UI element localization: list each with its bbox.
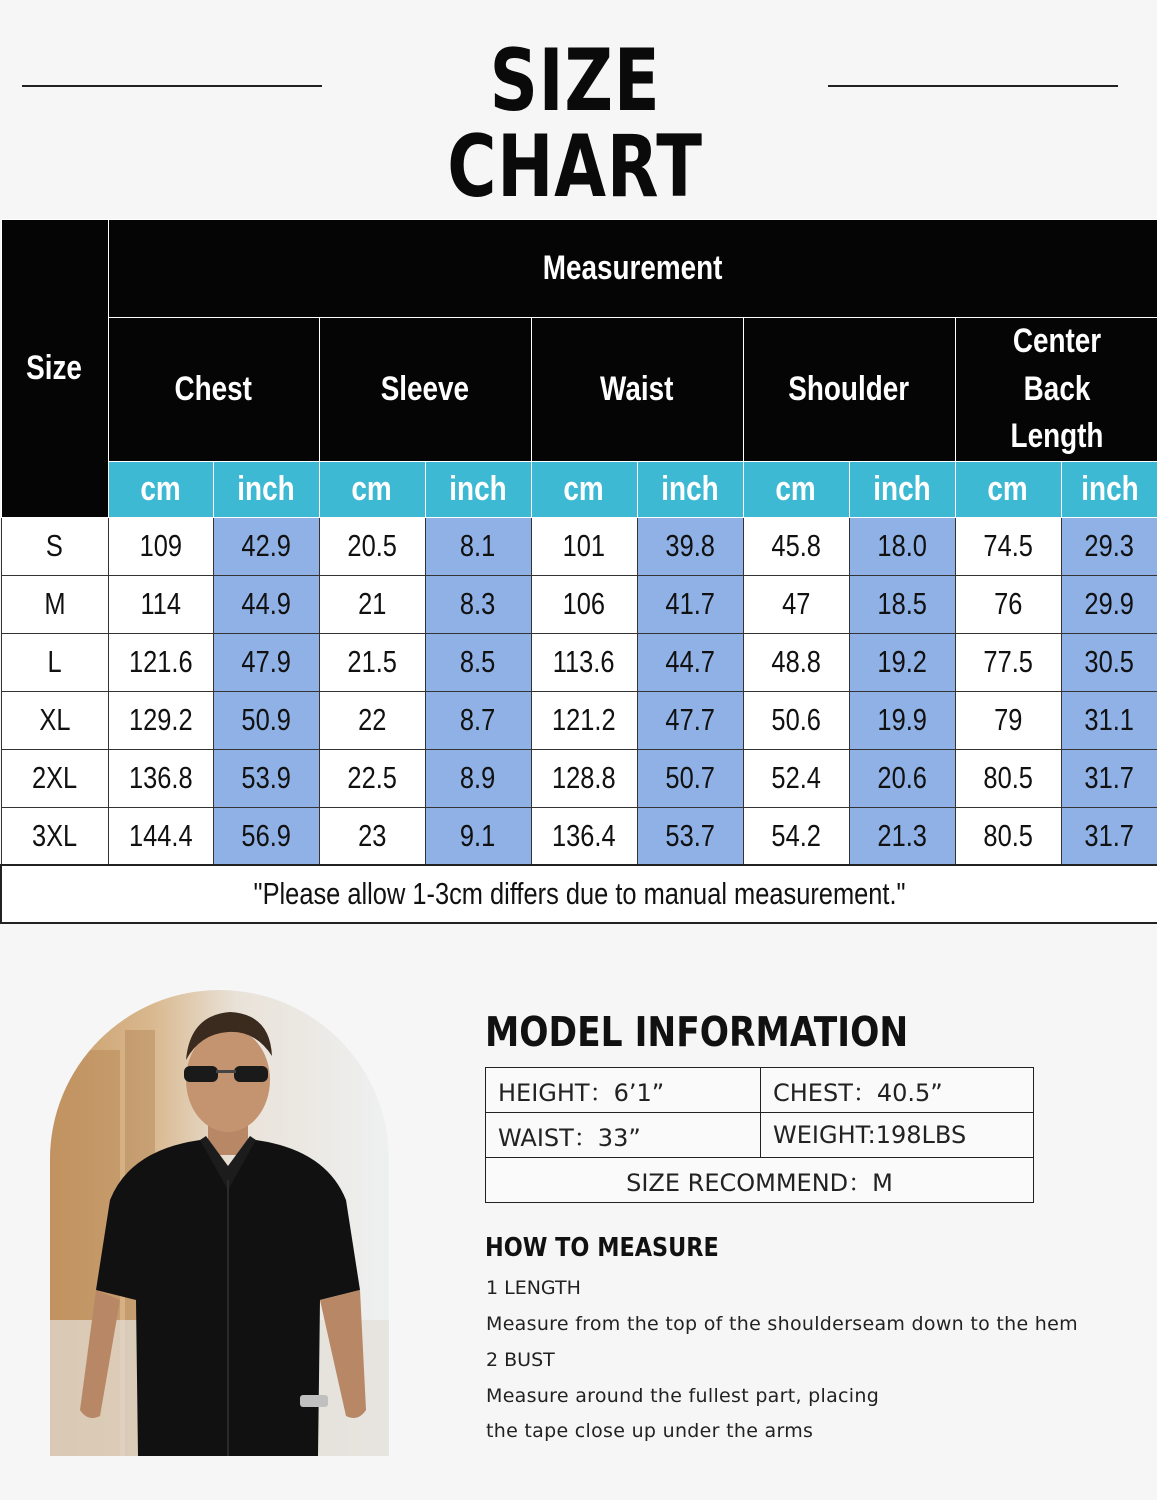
size-value-cell: 136.4 <box>531 807 637 865</box>
column-header-row <box>1 318 1157 462</box>
unit-row <box>1 461 1157 517</box>
model-weight: WEIGHT:198LBS <box>761 1113 1034 1158</box>
size-value-cell: 20.5 <box>319 517 425 575</box>
header-rule-left <box>22 85 322 87</box>
size-value-cell: 52.4 <box>743 749 849 807</box>
chest-header: Chest <box>108 318 319 462</box>
size-value-cell: 21.5 <box>319 633 425 691</box>
size-label-cell: XL <box>1 691 108 749</box>
measurement-header-row <box>1 220 1157 318</box>
size-value-cell: 121.2 <box>531 691 637 749</box>
size-value-cell: 114 <box>108 575 213 633</box>
page-header <box>0 30 1157 217</box>
size-value-cell: 54.2 <box>743 807 849 865</box>
size-value-cell: 8.1 <box>425 517 531 575</box>
unit-cell-inch: inch <box>1061 461 1157 517</box>
bust-heading: 2 BUST <box>486 1349 555 1371</box>
size-label-cell: M <box>1 575 108 633</box>
center-back-length-header: Center Back Length <box>955 318 1157 462</box>
size-value-cell: 136.8 <box>108 749 213 807</box>
size-value-cell: 121.6 <box>108 633 213 691</box>
size-value-cell: 101 <box>531 517 637 575</box>
size-label-cell: 2XL <box>1 749 108 807</box>
size-row <box>1 691 1157 749</box>
size-value-cell: 8.3 <box>425 575 531 633</box>
size-value-cell: 19.2 <box>849 633 955 691</box>
size-value-cell: 31.7 <box>1061 807 1157 865</box>
size-value-cell: 113.6 <box>531 633 637 691</box>
unit-cell-cm: cm <box>319 461 425 517</box>
size-row <box>1 517 1157 575</box>
size-row <box>1 575 1157 633</box>
size-value-cell: 21 <box>319 575 425 633</box>
unit-cell-cm: cm <box>108 461 213 517</box>
model-row <box>486 1068 1034 1113</box>
size-value-cell: 106 <box>531 575 637 633</box>
measurement-note: "Please allow 1-3cm differs due to manual measurement." <box>1 865 1157 923</box>
size-value-cell: 79 <box>955 691 1061 749</box>
size-value-cell: 39.8 <box>637 517 743 575</box>
model-photo <box>50 990 389 1456</box>
size-value-cell: 18.0 <box>849 517 955 575</box>
header-rule-right <box>828 85 1118 87</box>
size-value-cell: 80.5 <box>955 807 1061 865</box>
how-to-measure-title: HOW TO MEASURE <box>485 1233 719 1263</box>
size-row <box>1 633 1157 691</box>
model-row <box>486 1158 1034 1203</box>
size-row <box>1 749 1157 807</box>
size-value-cell: 19.9 <box>849 691 955 749</box>
size-value-cell: 41.7 <box>637 575 743 633</box>
size-value-cell: 50.6 <box>743 691 849 749</box>
size-value-cell: 45.8 <box>743 517 849 575</box>
model-size-recommend: SIZE RECOMMEND：M <box>486 1158 1034 1203</box>
size-value-cell: 29.3 <box>1061 517 1157 575</box>
size-value-cell: 50.7 <box>637 749 743 807</box>
model-chest: CHEST：40.5” <box>761 1068 1034 1113</box>
size-value-cell: 44.7 <box>637 633 743 691</box>
unit-cell-inch: inch <box>849 461 955 517</box>
size-value-cell: 9.1 <box>425 807 531 865</box>
size-value-cell: 8.7 <box>425 691 531 749</box>
size-value-cell: 18.5 <box>849 575 955 633</box>
size-chart-table <box>0 219 1157 924</box>
size-value-cell: 50.9 <box>213 691 319 749</box>
size-column-header: Size <box>1 220 108 518</box>
model-row <box>486 1113 1034 1158</box>
note-row <box>1 865 1157 923</box>
unit-cell-inch: inch <box>425 461 531 517</box>
size-value-cell: 42.9 <box>213 517 319 575</box>
size-value-cell: 29.9 <box>1061 575 1157 633</box>
model-illustration <box>50 990 389 1456</box>
size-value-cell: 8.5 <box>425 633 531 691</box>
size-value-cell: 21.3 <box>849 807 955 865</box>
size-value-cell: 53.7 <box>637 807 743 865</box>
size-value-cell: 77.5 <box>955 633 1061 691</box>
unit-cell-cm: cm <box>743 461 849 517</box>
bust-description-line2: the tape close up under the arms <box>486 1420 814 1442</box>
page-title: SIZE CHART <box>447 31 703 217</box>
model-information-table <box>485 1067 1034 1203</box>
size-value-cell: 53.9 <box>213 749 319 807</box>
size-value-cell: 23 <box>319 807 425 865</box>
model-height: HEIGHT：6’1” <box>486 1068 761 1113</box>
size-value-cell: 8.9 <box>425 749 531 807</box>
size-value-cell: 47.9 <box>213 633 319 691</box>
unit-cell-inch: inch <box>213 461 319 517</box>
size-value-cell: 80.5 <box>955 749 1061 807</box>
sleeve-header: Sleeve <box>319 318 531 462</box>
length-description: Measure from the top of the shoulderseam down to the hem <box>486 1313 1078 1335</box>
unit-cell-inch: inch <box>637 461 743 517</box>
size-value-cell: 22.5 <box>319 749 425 807</box>
size-value-cell: 48.8 <box>743 633 849 691</box>
size-row <box>1 807 1157 865</box>
unit-cell-cm: cm <box>955 461 1061 517</box>
size-value-cell: 56.9 <box>213 807 319 865</box>
unit-cell-cm: cm <box>531 461 637 517</box>
waist-header: Waist <box>531 318 743 462</box>
size-label-cell: L <box>1 633 108 691</box>
size-value-cell: 47.7 <box>637 691 743 749</box>
length-heading: 1 LENGTH <box>486 1277 581 1299</box>
shoulder-header: Shoulder <box>743 318 955 462</box>
size-label-cell: 3XL <box>1 807 108 865</box>
size-value-cell: 20.6 <box>849 749 955 807</box>
model-waist: WAIST：33” <box>486 1113 761 1158</box>
size-value-cell: 76 <box>955 575 1061 633</box>
measurement-header: Measurement <box>108 220 1157 318</box>
size-value-cell: 129.2 <box>108 691 213 749</box>
size-value-cell: 74.5 <box>955 517 1061 575</box>
bust-description-line1: Measure around the fullest part, placing <box>486 1385 880 1407</box>
size-value-cell: 144.4 <box>108 807 213 865</box>
size-value-cell: 109 <box>108 517 213 575</box>
model-information-title: MODEL INFORMATION <box>485 1008 909 1056</box>
size-value-cell: 31.7 <box>1061 749 1157 807</box>
size-value-cell: 30.5 <box>1061 633 1157 691</box>
size-value-cell: 31.1 <box>1061 691 1157 749</box>
size-label-cell: S <box>1 517 108 575</box>
size-value-cell: 22 <box>319 691 425 749</box>
size-value-cell: 47 <box>743 575 849 633</box>
size-value-cell: 128.8 <box>531 749 637 807</box>
size-value-cell: 44.9 <box>213 575 319 633</box>
